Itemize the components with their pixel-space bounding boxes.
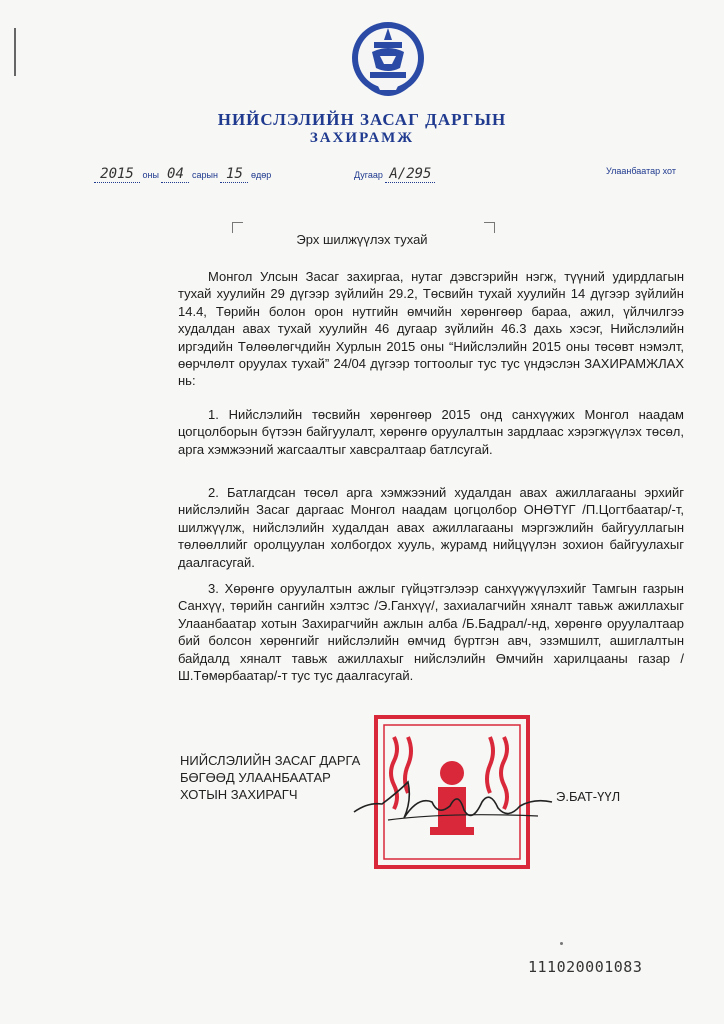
clause-1: 1. Нийслэлийн төсвийн хөрөнгөөр 2015 онд санхүүжих Монгол наадам цогцолборын бүтээн байгуулалт, хөрөнгө оруулалтын зардлаас хэрэгжүүлэх төсөл, арга хэмжээний жагсаалтыг хавсралтаар батлсугай. — [178, 407, 684, 457]
signatory-title-line: БӨГӨӨД УЛААНБААТАР — [180, 770, 331, 785]
signatory-name: Э.БАТ-ҮҮЛ — [556, 789, 621, 804]
date-month-label: сарын — [192, 170, 218, 180]
number-line — [354, 166, 435, 183]
signatory-title-line: НИЙСЛЭЛИЙН ЗАСАГ ДАРГА — [180, 753, 361, 768]
date-year-label: оны — [142, 170, 159, 180]
date-line — [94, 166, 271, 183]
date-day: 15 — [220, 166, 248, 183]
serial-number: 111020001083 — [528, 958, 643, 976]
signatory-title-line: ХОТЫН ЗАХИРАГЧ — [180, 787, 298, 802]
stray-mark — [560, 942, 563, 945]
place: Улаанбаатар хот — [606, 166, 676, 176]
preamble-paragraph: Монгол Улсын Засаг захиргаа, нутаг дэвсгэрийн нэгж, түүний удирдлагын тухай хуулийн 29 дүгээр зүйлийн 29.2, Төсвийн тухай хуулийн 14 дүгээр зүйлийн 14.4, Төрийн болон орон нутгийн өмчийн хөрөнгөөр бараа, ажил, үйлчилгээ худалдан авах тухай хуулийн 46 дугаар зүйлийн 46.3 дахь хэсэг, Нийслэлийн иргэдийн Төлөөлөгчдийн Хурлын 2015 оны “Нийслэлийн 2015 оны төсөвт нэмэлт, өөрчлөлт оруулах тухай” 24/04 дүгээр тогтоолыг тус тус үндэслэн ЗАХИРАМЖЛАХ нь: — [178, 269, 684, 389]
state-emblem-icon — [350, 18, 426, 104]
document-number: А/295 — [385, 166, 435, 183]
subject-title: Эрх шилжүүлэх тухай — [296, 232, 428, 247]
date-year: 2015 — [94, 166, 140, 183]
clause-2: 2. Батлагдсан төсөл арга хэмжээний худалдан авах ажиллагааны эрхийг нийслэлийн Засаг даргаас Монгол наадам цогцолбор ОНӨТҮГ /П.Цогтбаатар/-т, шилжүүлж, нийслэлийн худалдан авах ажиллагааны мэргэжлийн байгууллагын төлөөллийг оролцуулан холбогдох хууль, журамд нийцүүлэн зохион байгуулахыг даалгасугай. — [178, 485, 684, 570]
header-title: НИЙСЛЭЛИЙН ЗАСАГ ДАРГЫН — [217, 110, 507, 129]
clause-3: 3. Хөрөнгө оруулалтын ажлыг гүйцэтгэлээр санхүүжүүлэхийг Тамгын газрын Санхүү, төрийн сангийн хэлтэс /Э.Ганхүү/, захиалагчийн хяналт тавьж ажиллахыг Улаанбаатар хотын Захирагчийн ажлын алба /Б.Бадрал/-нд, хөрөнгө оруулалтаар бий болсон хөрөнгийг нийслэлийн өмчид бүртгэн авч, эзэмшилт, ашиглалтын байдалд хяналт тавьж ажиллахыг нийслэлийн Өмчийн харилцааны газар /Ш.Төмөрбаатар/-т тус тус даалгасугай. — [178, 581, 684, 684]
number-label: Дугаар — [354, 170, 383, 180]
handwritten-signature-icon — [348, 772, 558, 832]
header-subtitle: ЗАХИРАМЖ — [309, 130, 415, 146]
signatory-title — [180, 752, 360, 803]
date-month: 04 — [161, 166, 189, 183]
date-day-label: өдөр — [250, 170, 272, 180]
margin-mark — [14, 28, 16, 76]
